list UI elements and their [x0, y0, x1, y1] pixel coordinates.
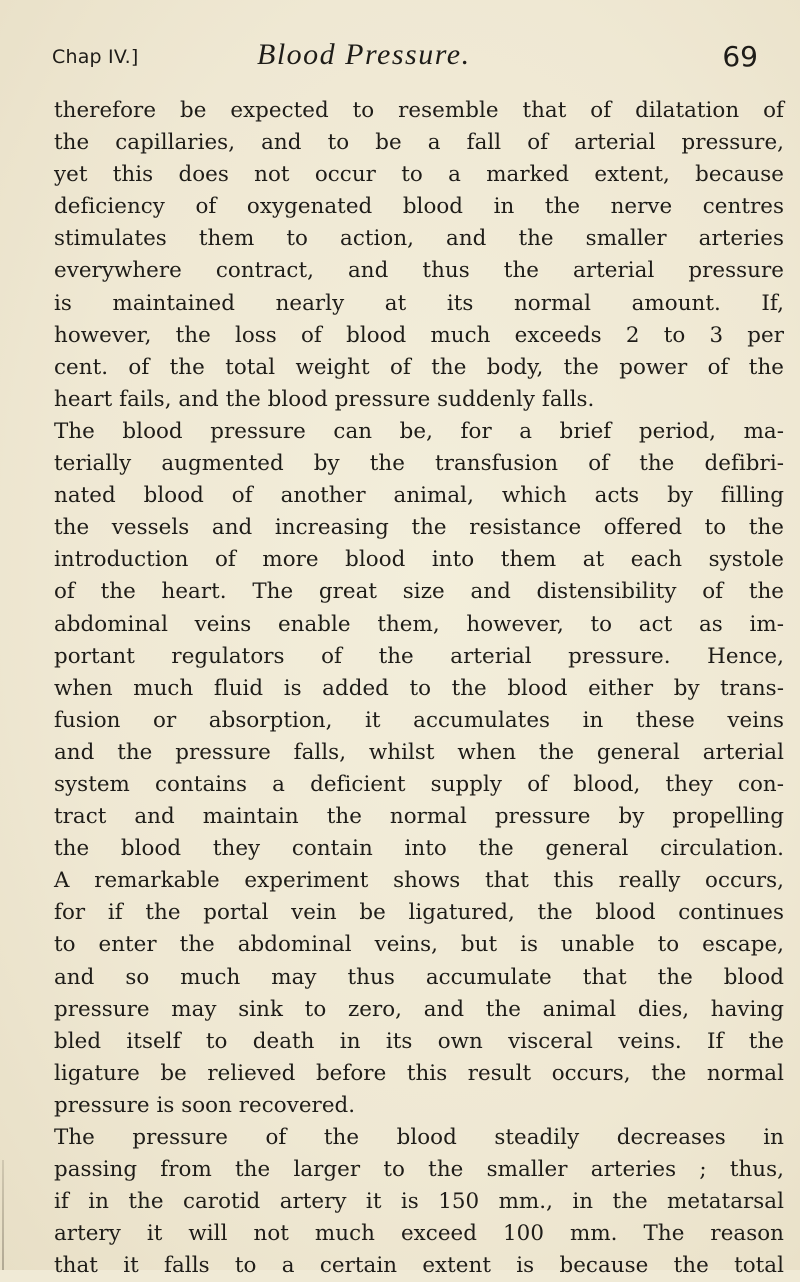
text-line: to enter the abdominal veins, but is unable to escape,: [54, 932, 784, 958]
text-line: the capillaries, and to be a fall of arterial pressure,: [54, 130, 784, 156]
page-edge-shadow: [2, 1160, 4, 1270]
text-line: and the pressure falls, whilst when the general arterial: [54, 739, 784, 765]
text-line: is maintained nearly at its normal amount. If,: [54, 290, 784, 316]
text-line: portant regulators of the arterial pressure. Hence,: [54, 643, 784, 669]
page-number: 69: [722, 40, 758, 73]
text-line: fusion or absorption, it accumulates in these veins: [54, 707, 784, 733]
text-line: the vessels and increasing the resistance offered to the: [54, 515, 784, 541]
text-line: system contains a deficient supply of blood, they con-: [54, 771, 784, 797]
text-line: cent. of the total weight of the body, the power of the: [54, 354, 784, 380]
text-line: if in the carotid artery it is 150 mm., in the metatarsal: [54, 1189, 784, 1215]
text-line: yet this does not occur to a marked extent, because: [54, 162, 784, 188]
text-line: of the heart. The great size and distensibility of the: [54, 579, 784, 605]
text-line: pressure is soon recovered.: [54, 1092, 356, 1118]
text-line: nated blood of another animal, which acts by filling: [54, 483, 784, 509]
text-line: for if the portal vein be ligatured, the blood continues: [54, 900, 784, 926]
text-line: heart fails, and the blood pressure suddenly falls.: [54, 386, 595, 412]
text-line: pressure may sink to zero, and the animal dies, having: [54, 996, 784, 1022]
text-line: introduction of more blood into them at each systole: [54, 547, 784, 573]
text-line: artery it will not much exceed 100 mm. The reason: [54, 1221, 784, 1247]
text-line: ligature be relieved before this result occurs, the normal: [54, 1060, 784, 1086]
text-line: stimulates them to action, and the smaller arteries: [54, 226, 784, 252]
text-line: passing from the larger to the smaller arteries ; thus,: [54, 1157, 784, 1183]
text-line: bled itself to death in its own visceral veins. If the: [54, 1028, 784, 1054]
text-line: terially augmented by the transfusion of the defibri-: [54, 451, 784, 477]
chapter-label: Chap IV.]: [52, 46, 139, 68]
text-line: the blood they contain into the general circulation.: [54, 836, 784, 862]
running-title: Blood Pressure.: [257, 38, 471, 71]
text-line: tract and maintain the normal pressure by propelling: [54, 804, 784, 830]
text-line: when much fluid is added to the blood either by trans-: [54, 675, 784, 701]
text-line: The pressure of the blood steadily decreases in: [54, 1125, 784, 1150]
text-line: A remarkable experiment shows that this really occurs,: [54, 868, 784, 894]
text-line: everywhere contract, and thus the arterial pressure: [54, 258, 784, 284]
text-line: and so much may thus accumulate that the blood: [54, 964, 784, 990]
text-line: therefore be expected to resemble that of dilatation of: [54, 98, 784, 123]
text-line: that it falls to a certain extent is because the total: [54, 1253, 784, 1279]
body-text: [54, 95, 784, 1282]
text-line: The blood pressure can be, for a brief period, ma-: [54, 418, 784, 444]
text-line: abdominal veins enable them, however, to act as im-: [54, 611, 784, 637]
text-line: deficiency of oxygenated blood in the nerve centres: [54, 194, 784, 220]
text-line: however, the loss of blood much exceeds 2 to 3 per: [54, 322, 784, 348]
running-header: [52, 38, 772, 86]
